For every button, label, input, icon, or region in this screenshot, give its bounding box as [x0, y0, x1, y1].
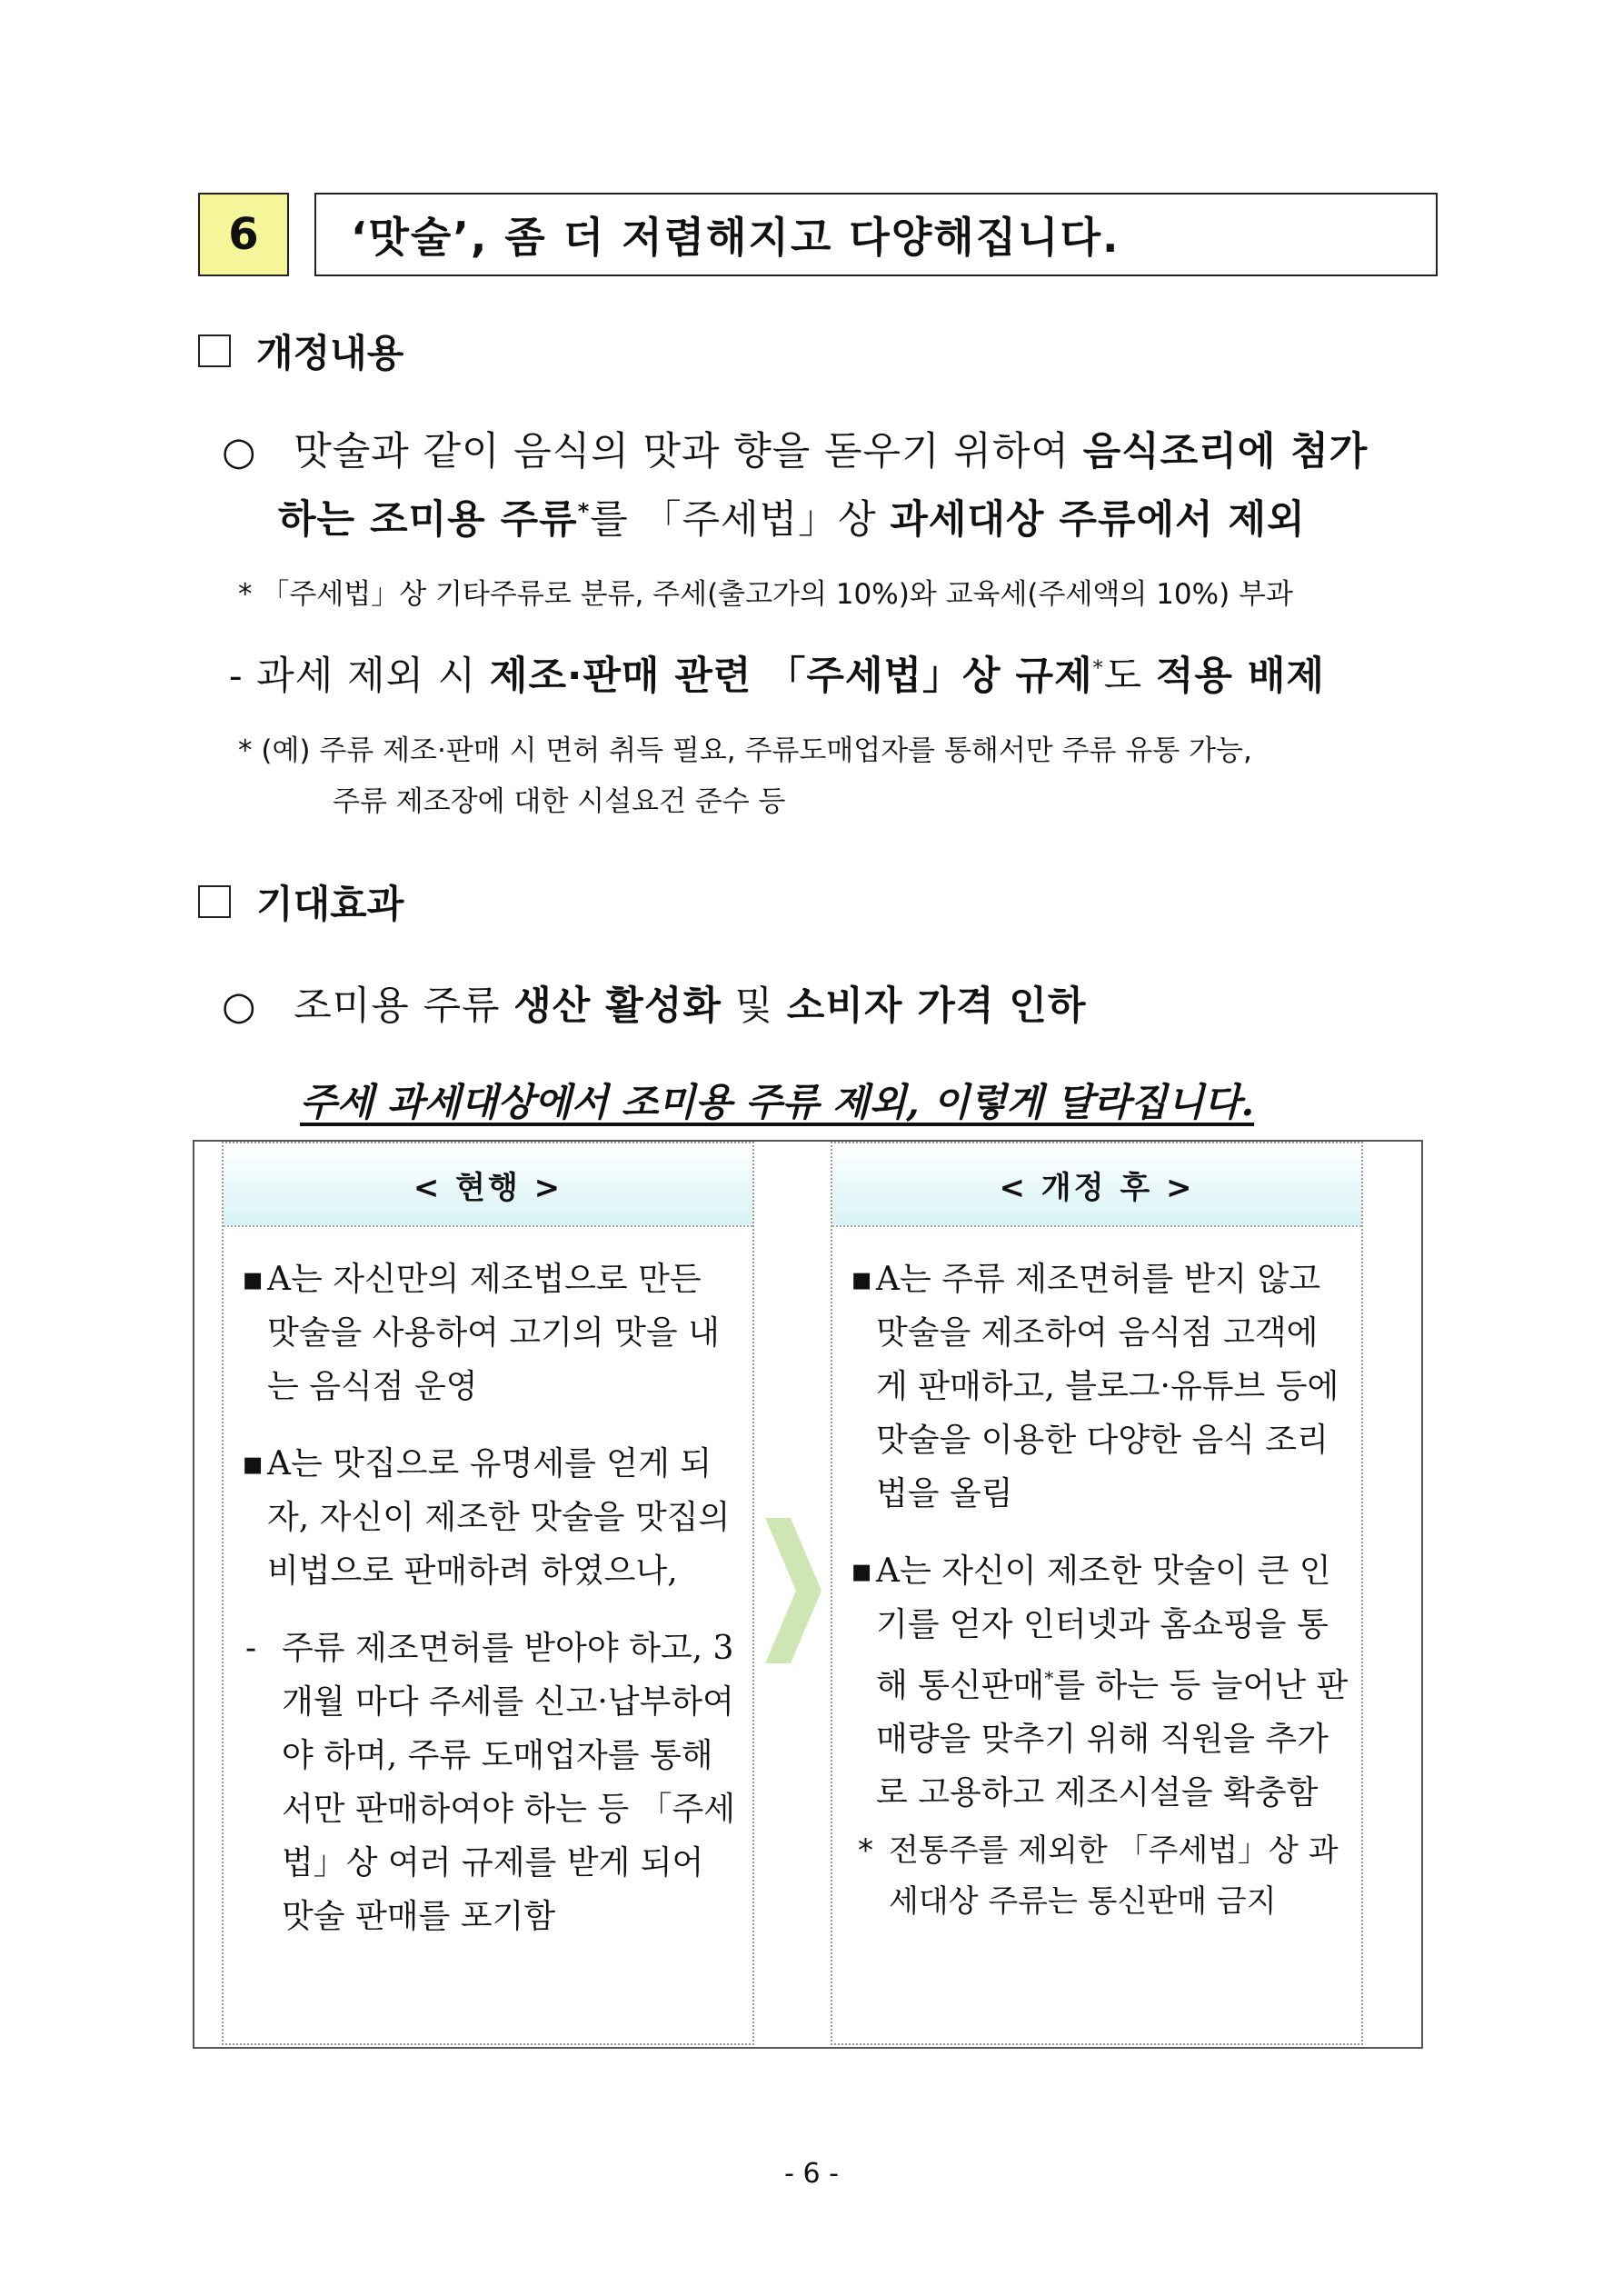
page-number: - 6 -	[784, 2158, 839, 2190]
revision-bold-text: 적용 배제	[1155, 654, 1325, 699]
list-item-text: A는 자신만의 제조법으로 만든 맛술을 사용하여 고기의 맛을 내는 음식점 운영	[267, 1261, 720, 1405]
footnote-mark: *	[577, 498, 591, 524]
square-bullet-icon: ▪	[242, 1261, 264, 1298]
revised-column	[831, 1142, 1363, 2045]
footnote-text: 전통주를 제외한 「주세법」상 과세대상 주류는 통신판매 금지	[889, 1832, 1339, 1920]
footnote-mark: *	[1044, 1667, 1054, 1689]
section-heading-text: 개정내용	[256, 331, 404, 375]
revision-bold-text: 하는 조미용 주류	[278, 497, 578, 543]
revision-bold-text: 음식조리에 첨가	[1082, 429, 1369, 474]
page-title: ‘맛술’, 좀 더 저렴해지고 다양해집니다.	[314, 193, 1438, 276]
revision-line-1	[222, 421, 1368, 476]
circle-bullet: ○	[222, 983, 257, 1029]
current-column	[222, 1142, 754, 2045]
section-heading-revision	[198, 324, 403, 378]
checkbox-square-icon	[198, 885, 231, 918]
list-item-text: A는 맛집으로 유명세를 얻게 되자, 자신이 제조한 맛술을 맛집의 비법으로 판매하려 하였으나,	[267, 1445, 731, 1590]
section-number-badge: 6	[198, 193, 289, 276]
revised-column-body	[832, 1227, 1361, 1927]
revision-text: 를 「주세법」상	[590, 497, 891, 543]
revised-footnote	[849, 1825, 1349, 1927]
list-item-text: A는 자신이 제조한 맛술이 큰 인기를 얻자 인터넷과 홈쇼핑을 통해 통신판매	[876, 1552, 1331, 1704]
dash-bullet: -	[245, 1630, 257, 1667]
revision-text: - 과세 제외 시	[229, 654, 490, 699]
section-heading-text: 기대효과	[256, 882, 404, 926]
section-heading-effect	[198, 874, 403, 929]
list-item	[240, 1437, 740, 1598]
list-item	[240, 1253, 740, 1413]
revised-column-header: < 개정 후 >	[832, 1143, 1361, 1227]
current-column-body	[224, 1227, 752, 1943]
revision-bold-text: 과세대상 주류에서 제외	[890, 497, 1306, 543]
current-column-header: < 현행 >	[224, 1143, 752, 1227]
square-bullet-icon: ▪	[851, 1552, 873, 1590]
effect-line	[222, 975, 1087, 1031]
checkbox-square-icon	[198, 334, 231, 367]
effect-bold-text: 소비자 가격 인하	[786, 983, 1087, 1029]
revision-text: 도	[1103, 654, 1156, 699]
revision-line-2	[278, 489, 1306, 544]
list-item-text: A는 주류 제조면허를 받지 않고 맛술을 제조하여 음식점 고객에게 판매하고, 블로그·유튜브 등에 맛술을 이용한 다양한 음식 조리법을 올림	[876, 1261, 1339, 1512]
footnote-mark: *	[1092, 657, 1104, 681]
comparison-caption: 주세 과세대상에서 조미용 주류 제외, 이렇게 달라집니다.	[300, 1080, 1255, 1124]
list-item	[849, 1253, 1349, 1521]
effect-text: 조미용 주류	[294, 983, 514, 1029]
effect-bold-text: 생산 활성화	[513, 983, 722, 1029]
revision-dash-line	[229, 645, 1325, 701]
effect-text: 및	[721, 983, 787, 1029]
revision-bold-text: 제조·판매 관련 「주세법」상 규제	[489, 654, 1093, 699]
footnote-mark: *	[858, 1832, 873, 1869]
list-item-text: 주류 제조면허를 받아야 하고, 3개월 마다 주세를 신고·납부하여야 하며, 주류 도매업자를 통해서만 판매하여야 하는 등 「주세법」상 여러 규제를 받게 되어 맛술 판매를 포기함	[282, 1630, 736, 1935]
revision-note-2-line-2: 주류 제조장에 대한 시설요건 준수 등	[333, 785, 786, 818]
circle-bullet: ○	[222, 429, 257, 474]
square-bullet-icon: ▪	[851, 1261, 873, 1298]
square-bullet-icon: ▪	[242, 1445, 264, 1482]
list-item	[849, 1544, 1349, 1820]
revision-note-2-line-1: * (예) 주류 제조·판매 시 면허 취득 필요, 주류도매업자를 통해서만 주류 유통 가능,	[238, 734, 1252, 767]
revision-note-1: * 「주세법」상 기타주류로 분류, 주세(출고가의 10%)와 교육세(주세액의 10%) 부과	[238, 578, 1293, 611]
list-item-text: 를 하는 등 늘어난 판매량을 맞추기 위해 직원을 추가로 고용하고 제조시설을 확충함	[876, 1667, 1349, 1812]
arrow-right-icon	[765, 1518, 821, 1663]
list-item	[240, 1622, 740, 1943]
revision-text: 맛술과 같이 음식의 맛과 향을 돋우기 위하여	[294, 429, 1083, 474]
